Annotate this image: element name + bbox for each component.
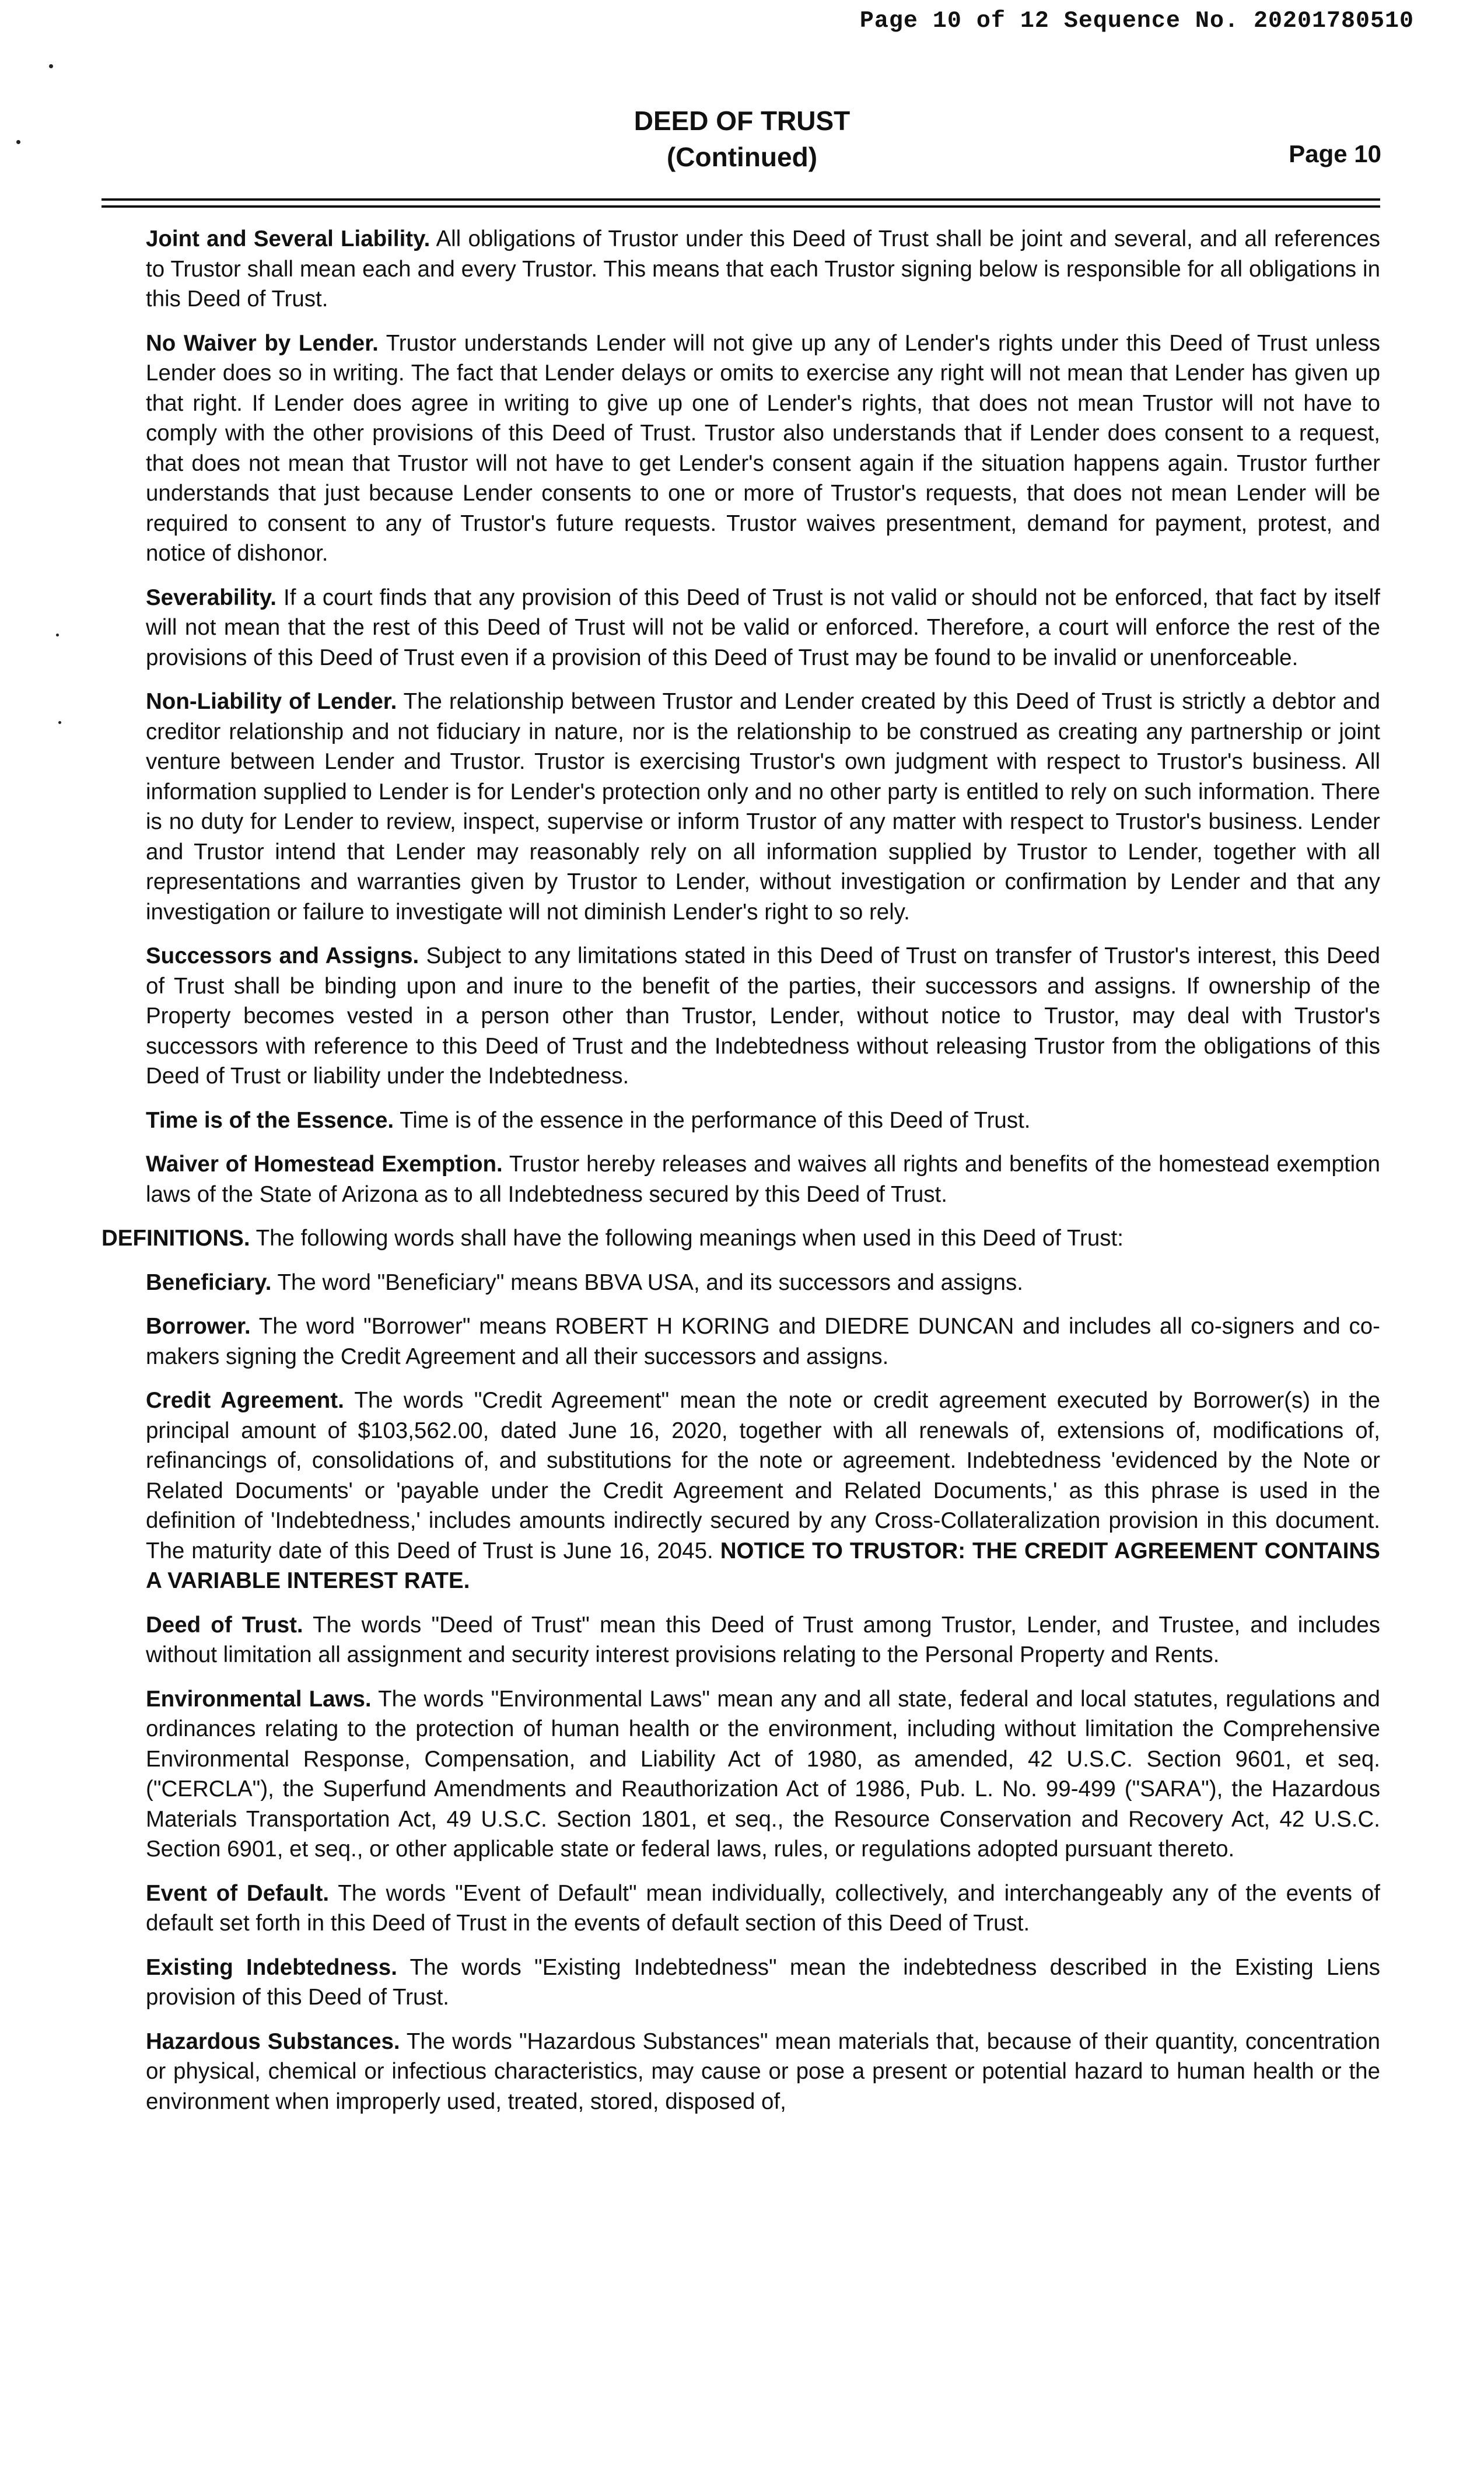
definition-term: Event of Default. (146, 1880, 330, 1906)
clause-text: Trustor understands Lender will not give up any of Lender's rights under this Deed of Trust unless Lender does so in writing. The fact that Lender delays or omits to exercise any right will not mean that Lender has given up that right. If Lender does agree in writing to give up one of Lender's rights, that does not mean Trustor will not have to comply with the other provisions of this Deed of Trust. Trustor also understands that if Lender does consent to a request, that does not mean that Trustor will not have to get Lender's consent again if the situation happens again. Trustor further understands that just because Lender consents to one or more of Trustor's requests, that does not mean Lender will be required to consent to any of Trustor's future requests. Trustor waives presentment, demand for payment, protest, and notice of dishonor. (146, 330, 1380, 566)
clause-text: Time is of the essence in the performance of this Deed of Trust. (400, 1107, 1031, 1133)
definitions-section-heading (102, 1223, 1380, 1254)
title-subline: (Continued) (666, 142, 818, 172)
title-line: DEED OF TRUST (634, 106, 850, 136)
clause-heading: No Waiver by Lender. (146, 330, 379, 356)
section-intro: The following words shall have the following meanings when used in this Deed of Trust: (256, 1226, 1124, 1251)
definition-term: Existing Indebtedness. (146, 1954, 397, 1980)
clause-severability (146, 583, 1380, 673)
clause-text: If a court finds that any provision of this Deed of Trust is not valid or should not be enforced, that fact by itself will not mean that the rest of this Deed of Trust will not be valid or enforced. Therefore, a court will enforce the rest of the provisions of this Deed of Trust even if a provision of this Deed of Trust may be found to be invalid or unenforceable. (146, 585, 1380, 670)
clause-waiver-of-homestead-exemption (146, 1149, 1380, 1209)
definition-text: The words "Hazardous Substances" mean materials that, because of their quantity, concentration or physical, chemical or infectious characteristics, may cause or pose a present or potential hazard to human health or the environment when improperly used, treated, stored, disposed of, (146, 2028, 1380, 2114)
definition-environmental-laws (146, 1684, 1380, 1865)
definition-text: The word "Borrower" means ROBERT H KORING and DIEDRE DUNCAN and includes all co-signers and co-makers signing the Credit Agreement and all their successors and assigns. (146, 1314, 1380, 1369)
section-heading: DEFINITIONS. (102, 1226, 250, 1251)
definition-text: The word "Beneficiary" means BBVA USA, and its successors and assigns. (277, 1269, 1023, 1295)
clause-heading: Successors and Assigns. (146, 943, 419, 968)
definition-text: The words "Credit Agreement" mean the note or credit agreement executed by Borrower(s) in the principal amount of $103,562.00, dated June 16, 2020, together with all renewals of, extensions of, modifications of, refinancings of, consolidations of, and substitutions for the note or agreement. Indebtedness 'evidenced by the Note or Related Documents' or 'payable under the Credit Agreement and Related Documents,' as this phrase is used in the definition of 'Indebtedness,' includes amounts indirectly secured by any Cross-Collateralization provision in this document. The maturity date of this Deed of Trust is June 16, 2045. (146, 1388, 1380, 1563)
clause-text: Trustor hereby releases and waives all rights and benefits of the homestead exemption laws of the State of Arizona as to all Indebtedness secured by this Deed of Trust. (146, 1152, 1380, 1207)
scan-speck (49, 64, 53, 68)
definition-term: Hazardous Substances. (146, 2028, 400, 2054)
clause-joint-and-several-liability (146, 224, 1380, 314)
sequence-header: Page 10 of 12 Sequence No. 20201780510 (859, 8, 1414, 34)
definition-text: The words "Existing Indebtedness" mean the indebtedness described in the Existing Liens provision of this Deed of Trust. (146, 1954, 1380, 2010)
definition-term: Credit Agreement. (146, 1388, 344, 1413)
clause-text: The relationship between Trustor and Lender created by this Deed of Trust is strictly a debtor and creditor relationship and not fiduciary in nature, nor is the relationship to be construed as creating any partnership or joint venture between Lender and Trustor. Trustor is exercising Trustor's own judgment with respect to Trustor's business. All information supplied to Lender is for Lender's protection only and no other party is entitled to rely on such information. There is no duty for Lender to review, inspect, supervise or inform Trustor of any matter with respect to Trustor's business. Lender and Trustor intend that Lender may reasonably rely on all information supplied by Trustor to Lender, together with all representations and warranties given by Trustor to Lender, without investigation or confirmation by Lender and that any investigation or failure to investigate will not diminish Lender's right to so rely. (146, 689, 1380, 925)
definition-term: Environmental Laws. (146, 1686, 372, 1712)
clause-time-of-essence (146, 1106, 1380, 1136)
clause-heading: Time is of the Essence. (146, 1107, 394, 1133)
header-rule-bottom (102, 205, 1380, 208)
clause-text: Subject to any limitations stated in this Deed of Trust on transfer of Trustor's interest, this Deed of Trust shall be binding upon and inure to the benefit of the parties, their successors and assigns. If ownership of the Property becomes vested in a person other than Trustor, Lender, without notice to Trustor, may deal with Trustor's successors with reference to this Deed of Trust and the Indebtedness without releasing Trustor from the obligations of this Deed of Trust or liability under the Indebtedness. (146, 943, 1380, 1089)
definition-term: Deed of Trust. (146, 1612, 303, 1638)
definition-text: The words "Deed of Trust" mean this Deed of Trust among Trustor, Lender, and Trustee, and includes without limitation all assignment and security interest provisions relating to the Personal Property and Rents. (146, 1612, 1380, 1667)
clause-no-waiver-by-lender (146, 328, 1380, 569)
definition-term: Borrower. (146, 1314, 251, 1339)
scan-speck (58, 721, 61, 724)
clause-heading: Severability. (146, 585, 276, 610)
definition-borrower (146, 1311, 1380, 1372)
definition-event-of-default (146, 1879, 1380, 1939)
definition-deed-of-trust (146, 1610, 1380, 1670)
clause-heading: Waiver of Homestead Exemption. (146, 1152, 503, 1177)
scan-speck (56, 634, 59, 636)
clause-successors-and-assigns (146, 941, 1380, 1092)
clause-heading: Non-Liability of Lender. (146, 689, 397, 714)
definition-existing-indebtedness (146, 1953, 1380, 2013)
document-body (102, 224, 1380, 2131)
page-number-label: Page 10 (1289, 140, 1381, 167)
definition-term: Beneficiary. (146, 1269, 272, 1295)
variable-rate-notice: NOTICE TO TRUSTOR: THE CREDIT AGREEMENT CONTAINS A VARIABLE INTEREST RATE. (146, 1538, 1380, 1593)
definition-credit-agreement (146, 1386, 1380, 1596)
definition-beneficiary (146, 1268, 1380, 1298)
definition-text: The words "Environmental Laws" mean any and all state, federal and local statutes, regulations and ordinances relating to the protection of human health or the environment, including without limitation the Comprehensive Environmental Response, Compensation, and Liability Act of 1980, as amended, 42 U.S.C. Section 9601, et seq. ("CERCLA"), the Superfund Amendments and Reauthorization Act of 1986, Pub. L. No. 99-499 ("SARA"), the Hazardous Materials Transportation Act, 49 U.S.C. Section 1801, et seq., the Resource Conservation and Recovery Act, 42 U.S.C. Section 6901, et seq., or other applicable state or federal laws, rules, or regulations adopted pursuant thereto. (146, 1686, 1380, 1862)
clause-text: All obligations of Trustor under this Deed of Trust shall be joint and several, and all references to Trustor shall mean each and every Trustor. This means that each Trustor signing below is responsible for all obligations in this Deed of Trust. (146, 226, 1381, 312)
definition-hazardous-substances (146, 2027, 1380, 2117)
header-rule-top (102, 198, 1380, 201)
definition-text: The words "Event of Default" mean individually, collectively, and interchangeably any of the events of default set forth in this Deed of Trust in the events of default section of this Deed of Trust. (146, 1880, 1380, 1936)
clause-heading: Joint and Several Liability. (146, 226, 430, 251)
document-title (0, 103, 1484, 175)
clause-non-liability-of-lender (146, 687, 1380, 927)
